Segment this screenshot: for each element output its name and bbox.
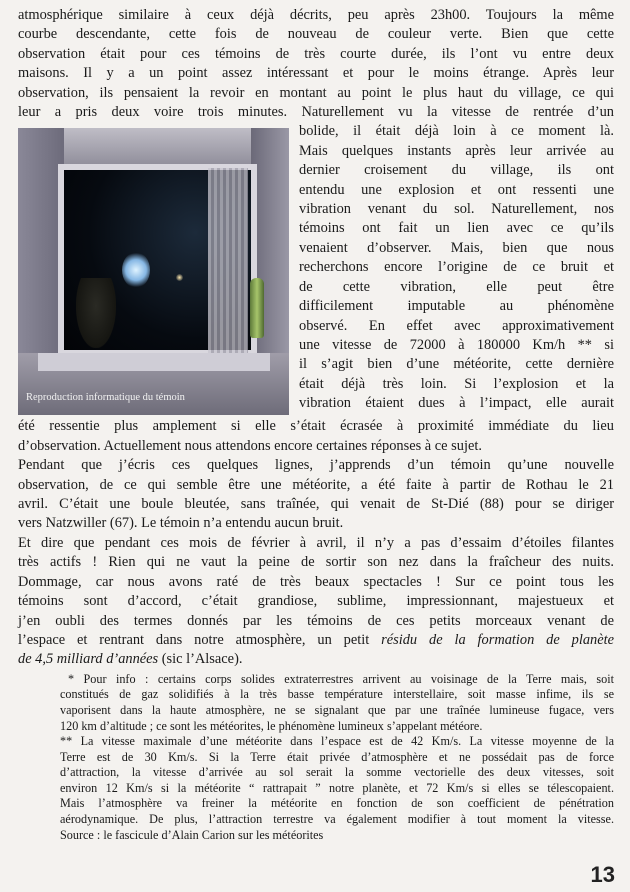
footnote-line: Mais l’atmosphère va freiner la météorite en fonction de son coefficient de pénétration xyxy=(60,796,614,811)
text-line: courbe descendante, cette fois de nouveau de couleur verte. Bien que cette xyxy=(18,26,614,43)
paragraph-2 xyxy=(18,456,614,534)
document-page xyxy=(18,6,614,843)
footnote-source: Source : le fascicule d’Alain Carion sur les météorites xyxy=(60,827,324,842)
text-line: avril. C’était une boule bleutée, sans traînée, qui venait de St-Dié (88) pour se diriger xyxy=(18,496,614,513)
page-number: 13 xyxy=(590,862,615,887)
text-line: entendu une explosion et ont ressenti une xyxy=(299,181,614,198)
text-line: Pendant que j’écris ces quelques lignes, j’apprends d’un témoin qu’une nouvelle xyxy=(18,457,614,474)
text-line: observation, ils pensaient la revoir en montant au point le plus haut du village, ce qui xyxy=(18,84,614,101)
text-line: très actifs ! Rien qui ne vaut la peine de sortir son nez dans la fraîcheur des nuits. xyxy=(18,554,614,571)
paragraph-1-top xyxy=(18,6,614,122)
plant-silhouette xyxy=(76,278,116,348)
text-line: était déjà très loin. Si l’explosion et la xyxy=(299,375,614,392)
text-line: difficilement imputable au phénomène xyxy=(299,298,614,315)
italic-run: résidu de la formation de planète xyxy=(381,631,614,648)
text-line: venaient d’observer. Mais, bien que nous xyxy=(299,239,614,256)
footnote-line: * Pour info : certains corps solides extraterrestres arrivent au voisinage de la Terre mais, soit xyxy=(68,671,614,686)
text-line: vibration venant du sol. Naturellement, nos xyxy=(299,201,614,218)
text-line: Et dire que pendant ces mois de février à avril, il n’y a pas d’essaim d’étoiles filantes xyxy=(18,534,614,551)
witness-illustration xyxy=(18,128,289,415)
text-line: de cette vibration, elle peut être xyxy=(299,278,614,295)
curtain xyxy=(208,168,248,353)
text-run: l’espace et rentrant dans notre atmosphère, un petit xyxy=(18,631,382,648)
text-line: observation était pour ces témoins de très courte durée, ils l’ont vu entre deux xyxy=(18,45,614,62)
sill-ledge xyxy=(38,353,270,371)
text-line: vibration étaient dues à l’impact, elle aurait xyxy=(299,395,614,412)
paragraph-3 xyxy=(18,534,614,670)
text-line: une vitesse de 72000 à 180000 Km/h ** si xyxy=(299,336,614,353)
text-line-mixed xyxy=(18,631,614,650)
text-line-mixed xyxy=(18,650,614,669)
italic-run: de 4,5 milliard d’années xyxy=(18,651,159,668)
text-line: leur a pris deux voire trois minutes. Naturellement vu la vitesse de rentrée d’un xyxy=(18,104,614,121)
footnote-line: 120 km d’altitude ; ce sont les météorites, le phénomène lumineux s’appelant météore. xyxy=(60,718,483,733)
text-line: maisons. Il y a un point assez intéressant et pour le moins étrange. Après leur xyxy=(18,65,614,82)
text-line: j’en oubli des termes donnés par les témoins de ces petits morceaux venant de xyxy=(18,612,614,629)
figure-caption: Reproduction informatique du témoin xyxy=(26,392,185,404)
text-line: dernier croisement du village, ils ont xyxy=(299,162,614,179)
text-line: témoins ont fait un lien avec ce qu’ils xyxy=(299,220,614,237)
footnote-line: vaporisent dans la haute atmosphère, ne se signalant que par une traînée lumineuse fugace, vers xyxy=(60,702,614,717)
footnotes xyxy=(60,672,614,844)
footnote-line: ** La vitesse maximale d’une météorite dans l’espace est de 42 Km/s. La vitesse moyenne de la xyxy=(60,734,614,749)
footnote-line: aérodynamique. De plus, l’attraction terrestre va également modifier à tout moment la vitesse. xyxy=(60,812,614,827)
footnote-line: environ 12 Km/s si la météorite “ rattrapait ” notre planète, et 72 Km/s si elles se télescopaient. xyxy=(60,780,614,795)
text-line: recherchons encore l’origine de ce bruit et xyxy=(299,259,614,276)
text-line: témoins sont d’accord, c’était grandiose, sublime, impressionnant, majestueux et xyxy=(18,593,614,610)
text-run: (sic l’Alsace). xyxy=(158,651,243,668)
text-line: d’observation. Actuellement nous attendons encore certaines réponses à ce sujet. xyxy=(18,437,482,454)
text-line: bolide, il était déjà loin à ce moment là. xyxy=(299,123,614,140)
text-line: Dommage, car nous avons raté de très beaux spectacles ! Sur ce point tous les xyxy=(18,573,614,590)
text-line: il s’agit bien d’une météorite, cette dernière xyxy=(299,356,614,373)
text-line: été ressentie plus amplement si elle s’était écrasée à proximité immédiate du lieu xyxy=(18,418,614,435)
bottle xyxy=(250,278,264,338)
text-line: Mais quelques instants après leur arrivée au xyxy=(299,142,614,159)
text-line: atmosphérique similaire à ceux déjà décrits, peu après 23h00. Toujours la même xyxy=(18,7,614,23)
footnote-line: constitués de gaz solidifiés à la très basse température interstellaire, soit masse infime, ils se xyxy=(60,687,614,702)
paragraph-1-end xyxy=(18,417,614,456)
footnote-line: Terre est de 30 Km/s. Si la Terre était privée d’atmosphère et ne possédait pas de force xyxy=(60,749,614,764)
footnote-line: d’attraction, la vitesse d’arrivée au sol serait la somme vectorielle des deux vitesses, soit xyxy=(60,765,614,780)
text-line: observé. En effet avec approximativement xyxy=(299,317,614,334)
text-line: observation, de ce qui semble être une météorite, a été faite à partir de Rothau le 21 xyxy=(18,476,614,493)
text-line: vers Natzwiller (67). Le témoin n’a entendu aucun bruit. xyxy=(18,515,344,532)
